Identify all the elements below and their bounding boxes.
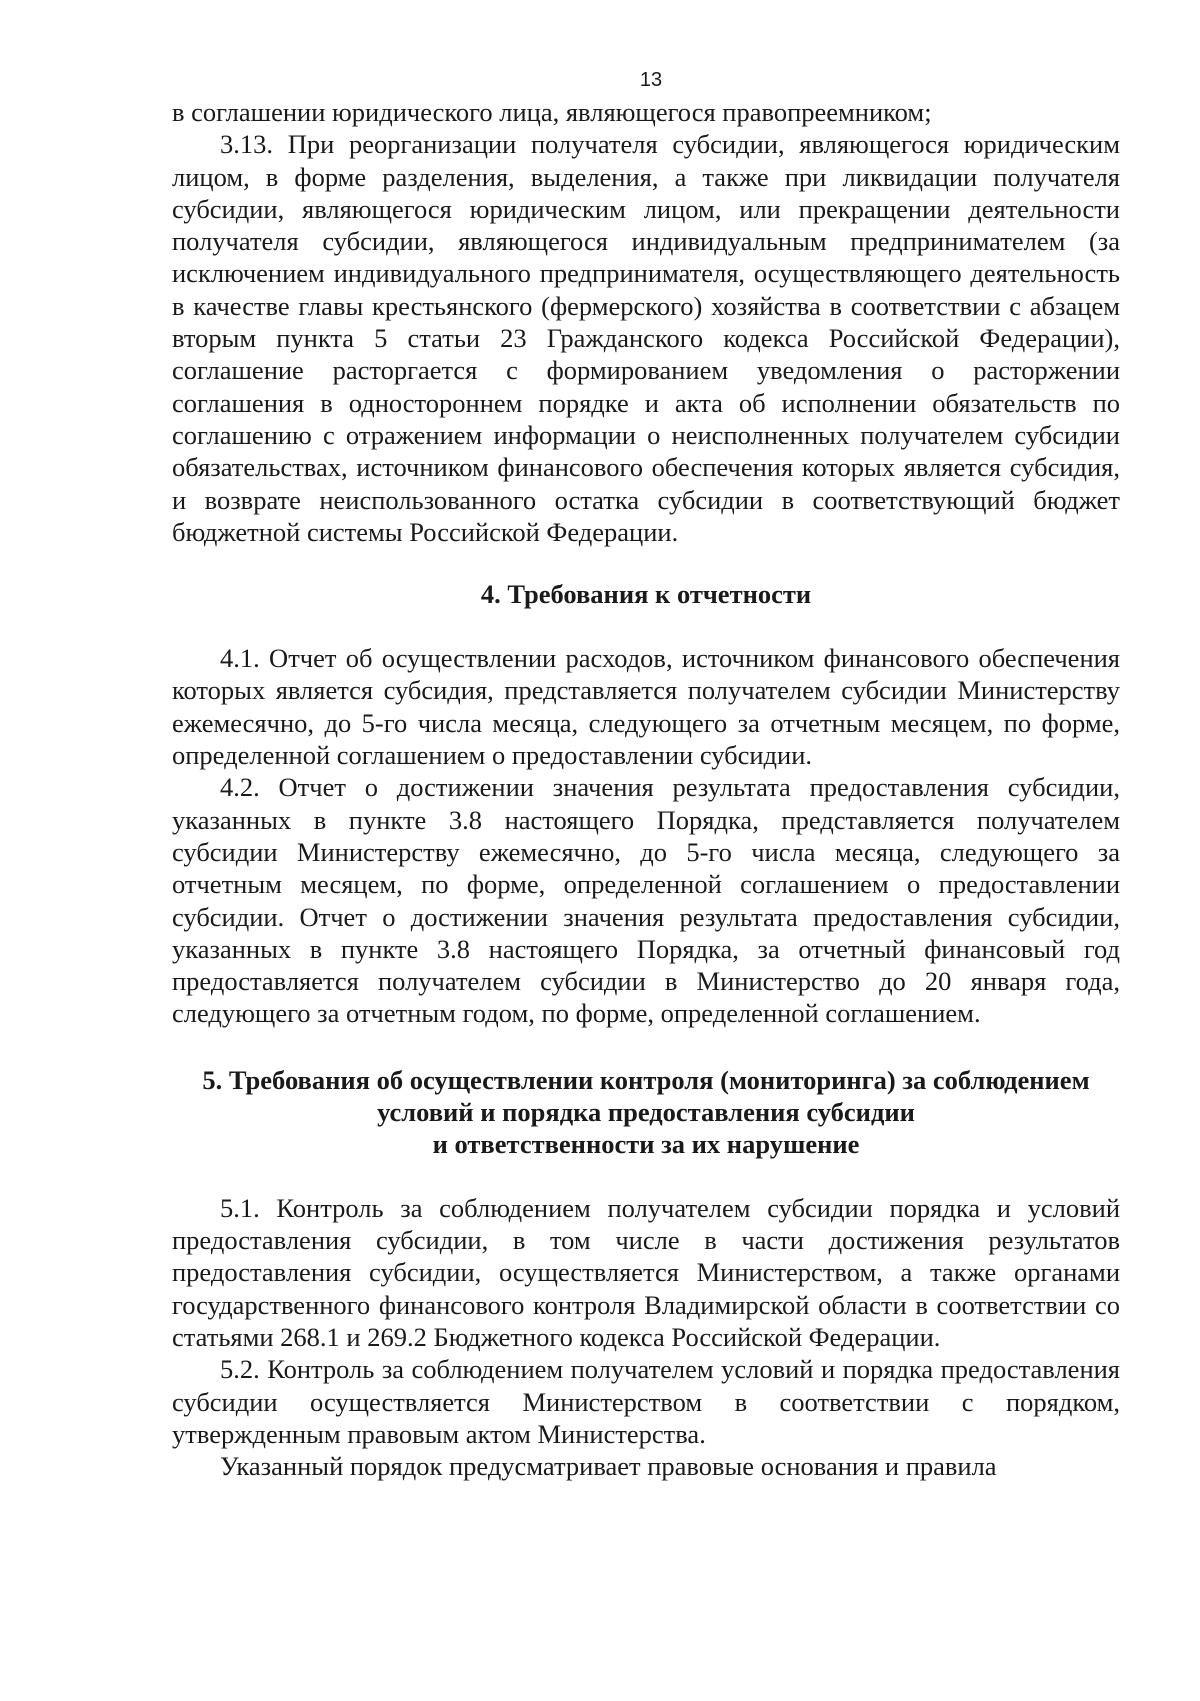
section-5-heading-line-1: 5. Требования об осуществлении контроля (мониторинга) за соблюдением [202, 1064, 1090, 1095]
paragraph-5-1: 5.1. Контроль за соблюдением получателем субсидии порядка и условий предоставления субсидии, в том числе в части достижения результатов предоставления субсидии, осуществляется Министерством, а также органами государственного финансового контроля Владимирской области в соответствии со статьями 268.1 и 269.2 Бюджетного кодекса Российской Федерации. [172, 1192, 1120, 1352]
section-4-heading: 4. Требования к отчетности [480, 579, 812, 610]
page-number: 13 [639, 69, 663, 91]
paragraph-4-2: 4.2. Отчет о достижении значения результата предоставления субсидии, указанных в пункте 3.8 настоящего Порядка, представляется получателем субсидии Министерству ежемесячно, до 5-го числа месяца, следующего за отчетным месяцем, по форме, определенной соглашением о предоставлении субсидии. Отчет о достижении значения результата предоставления субсидии, указанных в пункте 3.8 настоящего Порядка, за отчетный финансовый год предоставляется получателем субсидии в Министерство до 20 января года, следующего за отчетным годом, по форме, определенной соглашением. [172, 772, 1120, 1029]
section-5-heading [172, 1064, 1120, 1160]
section-5-heading-line-2: условий и порядка предоставления субсидии [377, 1096, 915, 1127]
paragraph-5-2: 5.2. Контроль за соблюдением получателем условий и порядка предоставления субсидии осуществляется Министерством в соответствии с порядком, утвержденным правовым актом Министерства. [172, 1354, 1120, 1449]
paragraph-4-1: 4.1. Отчет об осуществлении расходов, источником финансового обеспечения которых является субсидия, представляется получателем субсидии Министерству ежемесячно, до 5-го числа месяца, следующего за отчетным месяцем, по форме, определенной соглашением о предоставлении субсидии. [172, 643, 1120, 771]
paragraph-continuation: в соглашении юридического лица, являющегося правопреемником; [172, 97, 932, 127]
section-5-heading-line-3: и ответственности за их нарушение [432, 1128, 860, 1159]
paragraph-3-13: 3.13. При реорганизации получателя субсидии, являющегося юридическим лицом, в форме разделения, выделения, а также при ликвидации получателя субсидии, являющегося юридическим лицом, или прекращении деятельности получателя субсидии, являющегося индивидуальным предпринимателем (за исключением индивидуального предпринимателя, осуществляющего деятельность в качестве главы крестьянского (фермерского) хозяйства в соответствии с абзацем вторым пункта 5 статьи 23 Гражданского кодекса Российской Федерации), соглашение расторгается с формированием уведомления о расторжении соглашения в одностороннем порядке и акта об исполнении обязательств по соглашению с отражением информации о неисполненных получателем субсидии обязательствах, источником финансового обеспечения которых является субсидия, и возврате неиспользованного остатка субсидии в соответствующий бюджет бюджетной системы Российской Федерации. [172, 129, 1120, 547]
paragraph-5-2-continued: Указанный порядок предусматривает правовые основания и правила [220, 1451, 997, 1482]
